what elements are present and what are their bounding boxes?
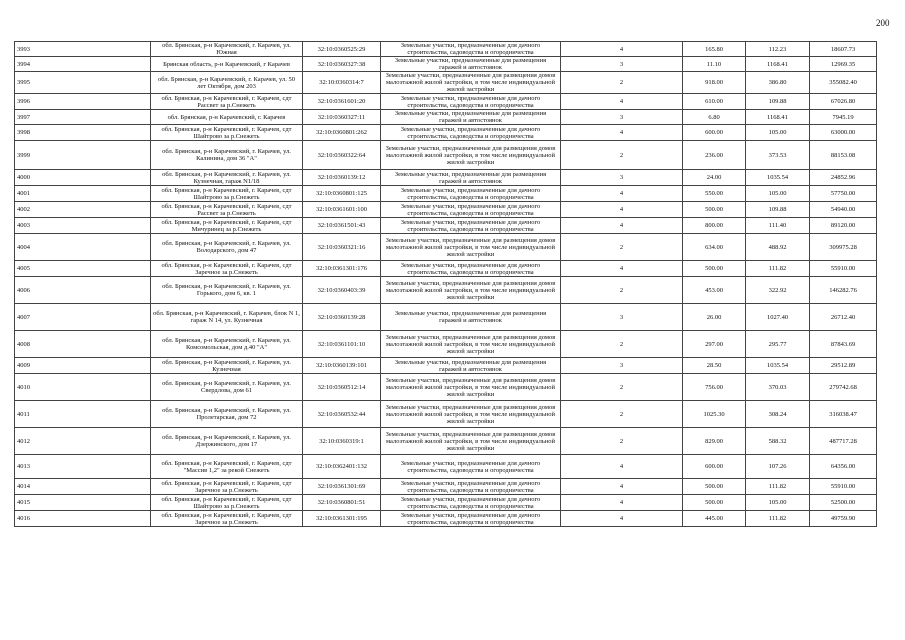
row-id-cell: 4008: [15, 331, 151, 358]
address-cell: обл. Брянская, р-н Карачевский, г. Карачев, сдт Шайтрово за р.Снежеть: [151, 495, 303, 511]
cadastral-value-cell: 49759.90: [810, 511, 877, 527]
specific-value-cell: 1035.54: [746, 170, 810, 186]
table-row: [15, 495, 877, 511]
table-row: [15, 42, 877, 57]
use-group-cell: 2: [561, 428, 683, 455]
area-cell: 1025.30: [683, 401, 746, 428]
cadastral-number-cell: 32:10:0360532:44: [303, 401, 381, 428]
table-row: [15, 186, 877, 202]
specific-value-cell: 111.82: [746, 479, 810, 495]
table-row: [15, 358, 877, 374]
specific-value-cell: 105.00: [746, 186, 810, 202]
land-use-cell: Земельные участки, предназначенные для размещения домов малоэтажной жилой застройки, в том числе индивидуальной жилой застройки: [381, 141, 561, 170]
specific-value-cell: 1168.41: [746, 57, 810, 72]
land-use-cell: Земельные участки, предназначенные для размещения гаражей и автостоянок: [381, 57, 561, 72]
table-row: [15, 234, 877, 261]
specific-value-cell: 295.77: [746, 331, 810, 358]
table-row: [15, 277, 877, 304]
specific-value-cell: 111.40: [746, 218, 810, 234]
land-use-cell: Земельные участки, предназначенные для дачного строительства, садоводства и огородничества: [381, 218, 561, 234]
table-row: [15, 94, 877, 110]
address-cell: обл. Брянская, р-н Карачевский, г. Карачев, ул. Комсомольская, дом д.40 "А": [151, 331, 303, 358]
address-cell: обл. Брянская, р-н Карачевский, г. Карачев, сдт Заречное за р.Снежеть: [151, 261, 303, 277]
table-row: [15, 455, 877, 479]
use-group-cell: 2: [561, 331, 683, 358]
table-row: [15, 141, 877, 170]
area-cell: 800.00: [683, 218, 746, 234]
land-use-cell: Земельные участки, предназначенные для размещения домов малоэтажной жилой застройки, в том числе индивидуальной жилой застройки: [381, 428, 561, 455]
address-cell: обл. Брянская, р-н Карачевский, г. Карачев, ул. Южная: [151, 42, 303, 57]
table-row: [15, 202, 877, 218]
land-use-cell: Земельные участки, предназначенные для дачного строительства, садоводства и огородничества: [381, 495, 561, 511]
cadastral-value-cell: 63000.00: [810, 125, 877, 141]
row-id-cell: 4010: [15, 374, 151, 401]
area-cell: 28.50: [683, 358, 746, 374]
address-cell: обл. Брянская, р-н Карачевский, г. Карачев, сдт Заречное за р.Снежеть: [151, 479, 303, 495]
use-group-cell: 4: [561, 125, 683, 141]
land-register-table: [14, 41, 877, 527]
cadastral-number-cell: 32:10:0360525:29: [303, 42, 381, 57]
row-id-cell: 4009: [15, 358, 151, 374]
area-cell: 500.00: [683, 479, 746, 495]
cadastral-number-cell: 32:10:0360327:38: [303, 57, 381, 72]
address-cell: Брянская область, р-н Карачевский, г Карачев: [151, 57, 303, 72]
land-use-cell: Земельные участки, предназначенные для дачного строительства, садоводства и огородничества: [381, 186, 561, 202]
cadastral-value-cell: 12969.35: [810, 57, 877, 72]
address-cell: обл. Брянская, р-н Карачевский, г. Карачев, блок N 1, гараж N 14, ул. Кузнечная: [151, 304, 303, 331]
area-cell: 24.00: [683, 170, 746, 186]
area-cell: 236.00: [683, 141, 746, 170]
cadastral-value-cell: 55910.00: [810, 261, 877, 277]
cadastral-value-cell: 87843.69: [810, 331, 877, 358]
row-id-cell: 4016: [15, 511, 151, 527]
cadastral-number-cell: 32:10:0360801:125: [303, 186, 381, 202]
address-cell: обл. Брянская, р-н Карачевский, г. Карачев, ул. Калинина, дом 36 "А": [151, 141, 303, 170]
use-group-cell: 2: [561, 234, 683, 261]
land-use-cell: Земельные участки, предназначенные для размещения гаражей и автостоянок: [381, 170, 561, 186]
cadastral-value-cell: 7945.19: [810, 110, 877, 125]
cadastral-number-cell: 32:10:0361601:20: [303, 94, 381, 110]
area-cell: 829.00: [683, 428, 746, 455]
row-id-cell: 4005: [15, 261, 151, 277]
cadastral-number-cell: 32:10:0361101:10: [303, 331, 381, 358]
area-cell: 918.00: [683, 72, 746, 94]
area-cell: 297.00: [683, 331, 746, 358]
specific-value-cell: 322.92: [746, 277, 810, 304]
specific-value-cell: 112.23: [746, 42, 810, 57]
row-id-cell: 4001: [15, 186, 151, 202]
table-row: [15, 218, 877, 234]
land-use-cell: Земельные участки, предназначенные для дачного строительства, садоводства и огородничества: [381, 455, 561, 479]
row-id-cell: 3999: [15, 141, 151, 170]
land-use-cell: Земельные участки, предназначенные для размещения домов малоэтажной жилой застройки, в том числе индивидуальной жилой застройки: [381, 401, 561, 428]
area-cell: 634.00: [683, 234, 746, 261]
land-use-cell: Земельные участки, предназначенные для дачного строительства, садоводства и огородничества: [381, 125, 561, 141]
cadastral-number-cell: 32:10:0360403:39: [303, 277, 381, 304]
table-row: [15, 261, 877, 277]
cadastral-number-cell: 32:10:0360314:7: [303, 72, 381, 94]
address-cell: обл. Брянская, р-н Карачевский, г. Карачев, сдт Рассвет за р.Снежеть: [151, 94, 303, 110]
row-id-cell: 4002: [15, 202, 151, 218]
area-cell: 500.00: [683, 261, 746, 277]
use-group-cell: 2: [561, 141, 683, 170]
area-cell: 453.00: [683, 277, 746, 304]
row-id-cell: 3994: [15, 57, 151, 72]
table-row: [15, 331, 877, 358]
land-use-cell: Земельные участки, предназначенные для размещения гаражей и автостоянок: [381, 110, 561, 125]
land-use-cell: Земельные участки, предназначенные для размещения домов малоэтажной жилой застройки, в том числе индивидуальной жилой застройки: [381, 374, 561, 401]
row-id-cell: 4015: [15, 495, 151, 511]
specific-value-cell: 107.26: [746, 455, 810, 479]
specific-value-cell: 109.88: [746, 202, 810, 218]
row-id-cell: 4014: [15, 479, 151, 495]
area-cell: 6.80: [683, 110, 746, 125]
table-row: [15, 170, 877, 186]
address-cell: обл. Брянская, р-н Карачевский, г. Карачев, ул. Пролетарская, дом 72: [151, 401, 303, 428]
address-cell: обл. Брянская, р-н Карачевский, г. Карачев, сдт Рассвет за р.Снежеть: [151, 202, 303, 218]
cadastral-value-cell: 487717.28: [810, 428, 877, 455]
row-id-cell: 4006: [15, 277, 151, 304]
table-row: [15, 479, 877, 495]
use-group-cell: 3: [561, 304, 683, 331]
cadastral-number-cell: 32:10:0361301:69: [303, 479, 381, 495]
cadastral-number-cell: 32:10:0360319:1: [303, 428, 381, 455]
cadastral-number-cell: 32:10:0360801:262: [303, 125, 381, 141]
cadastral-number-cell: 32:10:0361601:100: [303, 202, 381, 218]
specific-value-cell: 373.53: [746, 141, 810, 170]
use-group-cell: 2: [561, 374, 683, 401]
use-group-cell: 4: [561, 202, 683, 218]
area-cell: 500.00: [683, 495, 746, 511]
cadastral-number-cell: 32:10:0360321:16: [303, 234, 381, 261]
cadastral-value-cell: 24852.96: [810, 170, 877, 186]
specific-value-cell: 386.80: [746, 72, 810, 94]
use-group-cell: 4: [561, 455, 683, 479]
row-id-cell: 3993: [15, 42, 151, 57]
cadastral-value-cell: 88153.08: [810, 141, 877, 170]
row-id-cell: 4003: [15, 218, 151, 234]
use-group-cell: 4: [561, 261, 683, 277]
cadastral-number-cell: 32:10:0360139:101: [303, 358, 381, 374]
cadastral-value-cell: 309975.28: [810, 234, 877, 261]
land-use-cell: Земельные участки, предназначенные для размещения домов малоэтажной жилой застройки, в том числе индивидуальной жилой застройки: [381, 277, 561, 304]
cadastral-value-cell: 64356.00: [810, 455, 877, 479]
land-use-cell: Земельные участки, предназначенные для размещения домов малоэтажной жилой застройки, в том числе индивидуальной жилой застройки: [381, 331, 561, 358]
land-use-cell: Земельные участки, предназначенные для дачного строительства, садоводства и огородничества: [381, 94, 561, 110]
cadastral-number-cell: 32:10:0360512:14: [303, 374, 381, 401]
address-cell: обл. Брянская, р-н Карачевский, г. Карачев, ул. Кузнечная, гараж N1/18: [151, 170, 303, 186]
area-cell: 26.00: [683, 304, 746, 331]
row-id-cell: 3996: [15, 94, 151, 110]
cadastral-value-cell: 55910.00: [810, 479, 877, 495]
use-group-cell: 4: [561, 94, 683, 110]
land-use-cell: Земельные участки, предназначенные для дачного строительства, садоводства и огородничества: [381, 261, 561, 277]
cadastral-number-cell: 32:10:0361301:176: [303, 261, 381, 277]
area-cell: 756.00: [683, 374, 746, 401]
land-use-cell: Земельные участки, предназначенные для размещения гаражей и автостоянок: [381, 358, 561, 374]
table-row: [15, 110, 877, 125]
land-use-cell: Земельные участки, предназначенные для размещения домов малоэтажной жилой застройки, в том числе индивидуальной жилой застройки: [381, 72, 561, 94]
table-row: [15, 511, 877, 527]
address-cell: обл. Брянская, р-н Карачевский, г. Карачев, ул. Горького, дом 6, кв. 1: [151, 277, 303, 304]
area-cell: 11.10: [683, 57, 746, 72]
cadastral-number-cell: 32:10:0361301:195: [303, 511, 381, 527]
address-cell: обл. Брянская, р-н Карачевский, г. Карачев, ул. Кузнечная: [151, 358, 303, 374]
specific-value-cell: 111.82: [746, 261, 810, 277]
use-group-cell: 2: [561, 401, 683, 428]
use-group-cell: 3: [561, 110, 683, 125]
use-group-cell: 4: [561, 42, 683, 57]
specific-value-cell: 109.88: [746, 94, 810, 110]
use-group-cell: 4: [561, 479, 683, 495]
area-cell: 165.80: [683, 42, 746, 57]
use-group-cell: 4: [561, 218, 683, 234]
cadastral-value-cell: 29512.89: [810, 358, 877, 374]
address-cell: обл. Брянская, р-н Карачевский, г. Карачев, ул. Свердлова, дом 61: [151, 374, 303, 401]
address-cell: обл. Брянская, р-н Карачевский, г. Карачев, сдт Мичуринец за р.Снежеть: [151, 218, 303, 234]
specific-value-cell: 488.92: [746, 234, 810, 261]
row-id-cell: 4000: [15, 170, 151, 186]
row-id-cell: 4012: [15, 428, 151, 455]
cadastral-value-cell: 67026.80: [810, 94, 877, 110]
cadastral-value-cell: 146282.76: [810, 277, 877, 304]
cadastral-value-cell: 26712.40: [810, 304, 877, 331]
cadastral-value-cell: 57750.00: [810, 186, 877, 202]
area-cell: 610.00: [683, 94, 746, 110]
use-group-cell: 4: [561, 511, 683, 527]
use-group-cell: 3: [561, 57, 683, 72]
cadastral-number-cell: 32:10:0361501:43: [303, 218, 381, 234]
cadastral-number-cell: 32:10:0360139:12: [303, 170, 381, 186]
row-id-cell: 4007: [15, 304, 151, 331]
row-id-cell: 3997: [15, 110, 151, 125]
cadastral-number-cell: 32:10:0360139:28: [303, 304, 381, 331]
use-group-cell: 4: [561, 495, 683, 511]
specific-value-cell: 105.00: [746, 125, 810, 141]
cadastral-number-cell: 32:10:0360322:64: [303, 141, 381, 170]
cadastral-value-cell: 54940.00: [810, 202, 877, 218]
area-cell: 445.00: [683, 511, 746, 527]
table-row: [15, 428, 877, 455]
row-id-cell: 4011: [15, 401, 151, 428]
land-use-cell: Земельные участки, предназначенные для дачного строительства, садоводства и огородничества: [381, 511, 561, 527]
cadastral-value-cell: 89120.00: [810, 218, 877, 234]
specific-value-cell: 370.03: [746, 374, 810, 401]
use-group-cell: 2: [561, 72, 683, 94]
specific-value-cell: 1168.41: [746, 110, 810, 125]
table-row: [15, 72, 877, 94]
specific-value-cell: 105.00: [746, 495, 810, 511]
address-cell: обл. Брянская, р-н Карачевский, г. Карачев, ул. 50 лет Октября, дом 203: [151, 72, 303, 94]
address-cell: обл. Брянская, р-н Карачевский, г. Карачев, ул. Дзержинского, дом 17: [151, 428, 303, 455]
land-use-cell: Земельные участки, предназначенные для размещения гаражей и автостоянок: [381, 304, 561, 331]
table-row: [15, 125, 877, 141]
page-number: 200: [876, 18, 890, 28]
cadastral-value-cell: 18607.73: [810, 42, 877, 57]
row-id-cell: 4004: [15, 234, 151, 261]
use-group-cell: 3: [561, 170, 683, 186]
address-cell: обл. Брянская, р-н Карачевский, г. Карачев, сдт Заречное за р.Снежеть: [151, 511, 303, 527]
specific-value-cell: 1035.54: [746, 358, 810, 374]
area-cell: 500.00: [683, 202, 746, 218]
table-row: [15, 401, 877, 428]
table-row: [15, 374, 877, 401]
land-use-cell: Земельные участки, предназначенные для дачного строительства, садоводства и огородничества: [381, 202, 561, 218]
cadastral-number-cell: 32:10:0360801:51: [303, 495, 381, 511]
address-cell: обл. Брянская, р-н Карачевский, г. Карачев: [151, 110, 303, 125]
row-id-cell: 3995: [15, 72, 151, 94]
use-group-cell: 3: [561, 358, 683, 374]
cadastral-value-cell: 355082.40: [810, 72, 877, 94]
area-cell: 550.00: [683, 186, 746, 202]
use-group-cell: 4: [561, 186, 683, 202]
area-cell: 600.00: [683, 455, 746, 479]
address-cell: обл. Брянская, р-н Карачевский, г. Карачев, ул. Володарского, дом 47: [151, 234, 303, 261]
use-group-cell: 2: [561, 277, 683, 304]
cadastral-value-cell: 52500.00: [810, 495, 877, 511]
specific-value-cell: 588.32: [746, 428, 810, 455]
land-use-cell: Земельные участки, предназначенные для дачного строительства, садоводства и огородничества: [381, 42, 561, 57]
address-cell: обл. Брянская, р-н Карачевский, г. Карачев, сдт "Массив 1,2" за рекой Снежеть: [151, 455, 303, 479]
table-row: [15, 57, 877, 72]
cadastral-number-cell: 32:10:0362401:132: [303, 455, 381, 479]
specific-value-cell: 308.24: [746, 401, 810, 428]
row-id-cell: 4013: [15, 455, 151, 479]
address-cell: обл. Брянская, р-н Карачевский, г. Карачев, сдт Шайтрово за р.Снежеть: [151, 186, 303, 202]
row-id-cell: 3998: [15, 125, 151, 141]
area-cell: 600.00: [683, 125, 746, 141]
specific-value-cell: 111.82: [746, 511, 810, 527]
land-use-cell: Земельные участки, предназначенные для размещения домов малоэтажной жилой застройки, в том числе индивидуальной жилой застройки: [381, 234, 561, 261]
land-use-cell: Земельные участки, предназначенные для дачного строительства, садоводства и огородничества: [381, 479, 561, 495]
cadastral-value-cell: 316038.47: [810, 401, 877, 428]
address-cell: обл. Брянская, р-н Карачевский, г. Карачев, сдт Шайтрово за р.Снежеть: [151, 125, 303, 141]
cadastral-number-cell: 32:10:0360327:11: [303, 110, 381, 125]
table-row: [15, 304, 877, 331]
cadastral-value-cell: 279742.68: [810, 374, 877, 401]
specific-value-cell: 1027.40: [746, 304, 810, 331]
